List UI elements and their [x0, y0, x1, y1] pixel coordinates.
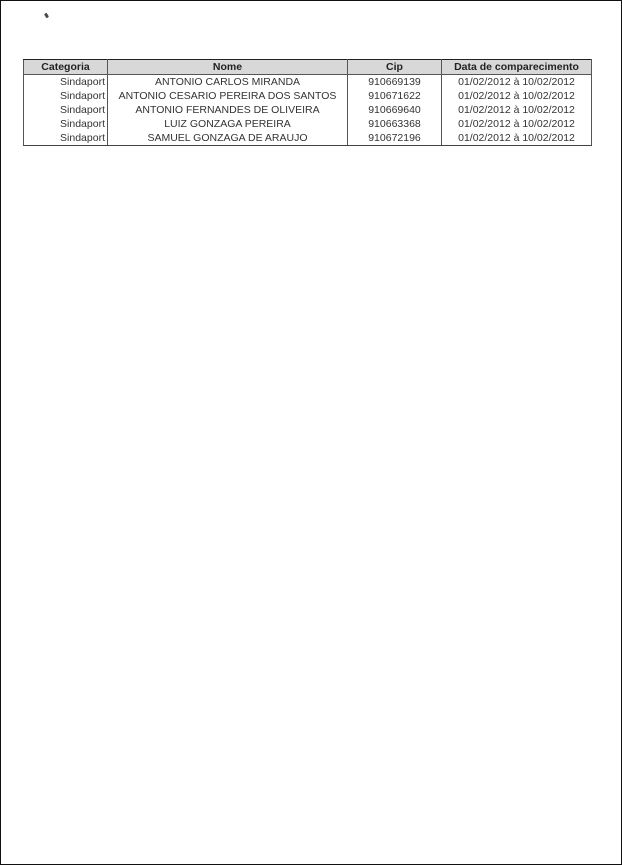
cell-cip: 910669139 — [348, 75, 442, 90]
cell-cip: 910672196 — [348, 131, 442, 146]
cell-data: 01/02/2012 à 10/02/2012 — [442, 117, 592, 131]
header-categoria: Categoria — [24, 60, 108, 75]
cell-cip: 910663368 — [348, 117, 442, 131]
header-cip: Cip — [348, 60, 442, 75]
table-row — [24, 117, 592, 131]
table-row — [24, 75, 592, 90]
cell-data: 01/02/2012 à 10/02/2012 — [442, 75, 592, 90]
table-row — [24, 131, 592, 146]
table-header-row — [24, 60, 592, 75]
cell-categoria: Sindaport — [24, 103, 108, 117]
cell-data: 01/02/2012 à 10/02/2012 — [442, 89, 592, 103]
cell-nome: SAMUEL GONZAGA DE ARAUJO — [108, 131, 348, 146]
table-row — [24, 103, 592, 117]
cell-data: 01/02/2012 à 10/02/2012 — [442, 103, 592, 117]
cell-cip: 910669640 — [348, 103, 442, 117]
table-row — [24, 89, 592, 103]
cell-cip: 910671622 — [348, 89, 442, 103]
cell-categoria: Sindaport — [24, 89, 108, 103]
cell-data: 01/02/2012 à 10/02/2012 — [442, 131, 592, 146]
cell-categoria: Sindaport — [24, 117, 108, 131]
cell-nome: ANTONIO FERNANDES DE OLIVEIRA — [108, 103, 348, 117]
cell-nome: ANTONIO CESARIO PEREIRA DOS SANTOS — [108, 89, 348, 103]
header-data-comparecimento: Data de comparecimento — [442, 60, 592, 75]
cell-nome: LUIZ GONZAGA PEREIRA — [108, 117, 348, 131]
attendance-table — [23, 59, 592, 146]
header-nome: Nome — [108, 60, 348, 75]
scan-speck — [44, 13, 49, 19]
cell-categoria: Sindaport — [24, 75, 108, 90]
cell-nome: ANTONIO CARLOS MIRANDA — [108, 75, 348, 90]
cell-categoria: Sindaport — [24, 131, 108, 146]
